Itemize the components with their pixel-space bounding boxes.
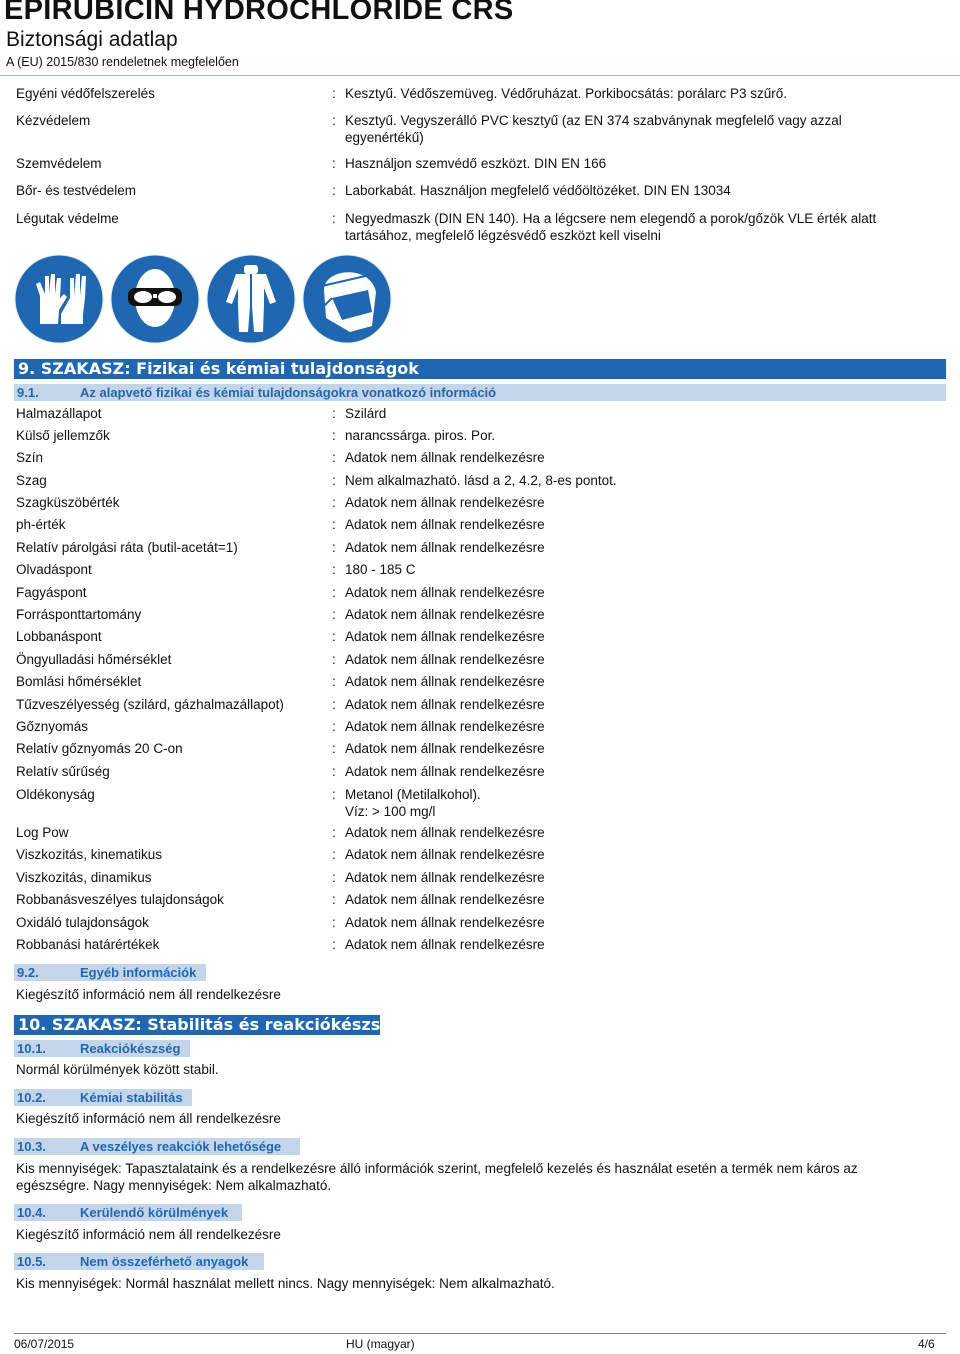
property-value: Adatok nem állnak rendelkezésre xyxy=(345,719,545,734)
colon: : xyxy=(332,937,336,952)
solubility-line-1: Metanol (Metilalkohol). xyxy=(345,787,481,802)
property-label: Relatív gőznyomás 20 C-on xyxy=(16,741,183,756)
property-value: 180 - 185 C xyxy=(345,562,416,577)
subsection-10-2 xyxy=(14,1089,192,1106)
subsection-10-1 xyxy=(14,1040,190,1057)
footer-language: HU (magyar) xyxy=(346,1337,415,1351)
property-value: Adatok nem állnak rendelkezésre xyxy=(345,495,545,510)
colon: : xyxy=(332,540,336,555)
property-value: Adatok nem állnak rendelkezésre xyxy=(345,915,545,930)
document-subtitle: Biztonsági adatlap xyxy=(6,28,178,51)
property-value: Adatok nem állnak rendelkezésre xyxy=(345,629,545,644)
subsection-text: Kis mennyiségek: Tapasztalataink és a rendelkezésre álló információk szerint, megfelelő kezelés és használat esetén a termék nem káros az egészségre. Nagy mennyiségek: Nem alkalmazható. xyxy=(16,1161,858,1193)
goggles-icon xyxy=(110,254,200,344)
protection-label: Kézvédelem xyxy=(16,113,91,128)
protection-label: Szemvédelem xyxy=(16,156,102,171)
property-value: Nem alkalmazható. lásd a 2, 4.2, 8-es pontot. xyxy=(345,473,617,488)
colon: : xyxy=(332,652,336,667)
subsection-title: Egyéb információk xyxy=(80,965,197,980)
property-label: Olvadáspont xyxy=(16,562,92,577)
property-label: Robbanásveszélyes tulajdonságok xyxy=(16,892,224,907)
protection-value: Használjon szemvédő eszközt. DIN EN 166 xyxy=(345,156,607,171)
subsection-number: 9.1. xyxy=(17,385,39,400)
footer-date: 06/07/2015 xyxy=(14,1337,75,1351)
subsection-title: A veszélyes reakciók lehetősége xyxy=(80,1139,282,1154)
dust-mask-icon xyxy=(302,254,392,344)
property-label: Tűzveszélyesség (szilárd, gázhalmazállapot) xyxy=(16,697,284,712)
document-title: EPIRUBICIN HYDROCHLORIDE CRS xyxy=(4,0,514,26)
property-label: Külső jellemzők xyxy=(16,428,110,443)
property-label: Relatív párolgási ráta (butil-acetát=1) xyxy=(16,540,238,555)
subsection-number: 10.3. xyxy=(17,1139,46,1154)
property-label: Relatív sűrűség xyxy=(16,764,110,779)
subsection-text: Kiegészítő információ nem áll rendelkezésre xyxy=(16,1227,281,1242)
section-9-title: 9. SZAKASZ: Fizikai és kémiai tulajdonságok xyxy=(14,359,946,379)
subsection-title: Kémiai stabilitás xyxy=(80,1090,183,1105)
colon: : xyxy=(332,156,336,171)
colon: : xyxy=(332,674,336,689)
property-value: Adatok nem állnak rendelkezésre xyxy=(345,697,545,712)
colon: : xyxy=(332,562,336,577)
property-value: Adatok nem állnak rendelkezésre xyxy=(345,892,545,907)
colon: : xyxy=(332,892,336,907)
subsection-number: 10.4. xyxy=(17,1205,46,1220)
subsection-10-3 xyxy=(14,1138,300,1155)
property-value: Adatok nem állnak rendelkezésre xyxy=(345,847,545,862)
protective-suit-icon xyxy=(206,254,296,344)
subsection-10-5 xyxy=(14,1253,264,1270)
property-value: Adatok nem állnak rendelkezésre xyxy=(345,517,545,532)
colon: : xyxy=(332,719,336,734)
protection-label: Légutak védelme xyxy=(16,211,119,226)
property-label: Halmazállapot xyxy=(16,406,102,421)
property-label: Szagküszöbérték xyxy=(16,495,120,510)
subsection-9-1 xyxy=(14,384,946,401)
property-label: Oxidáló tulajdonságok xyxy=(16,915,149,930)
subsection-text: Normál körülmények között stabil. xyxy=(16,1062,219,1077)
property-value: Szilárd xyxy=(345,406,387,421)
property-label: Viszkozitás, dinamikus xyxy=(16,870,152,885)
section-10-title: 10. SZAKASZ: Stabilitás és reakciókészség xyxy=(14,1015,380,1035)
property-value: Adatok nem állnak rendelkezésre xyxy=(345,585,545,600)
colon: : xyxy=(332,473,336,488)
property-value: Adatok nem állnak rendelkezésre xyxy=(345,652,545,667)
subsection-text: Kiegészítő információ nem áll rendelkezésre xyxy=(16,987,281,1002)
subsection-text: Kis mennyiségek: Normál használat mellett nincs. Nagy mennyiségek: Nem alkalmazható. xyxy=(16,1276,555,1291)
colon: : xyxy=(332,764,336,779)
colon: : xyxy=(332,211,336,226)
property-value: Adatok nem állnak rendelkezésre xyxy=(345,937,545,952)
colon: : xyxy=(332,697,336,712)
colon: : xyxy=(332,406,336,421)
colon: : xyxy=(332,607,336,622)
protection-value: Kesztyű. Vegyszerálló PVC kesztyű (az EN 374 szabványnak megfelelő vagy azzal egyenértékű) xyxy=(345,113,842,145)
property-label: Szín xyxy=(16,450,44,465)
protection-label: Egyéni védőfelszerelés xyxy=(16,86,155,101)
colon: : xyxy=(332,787,336,802)
colon: : xyxy=(332,870,336,885)
colon: : xyxy=(332,450,336,465)
property-value: Adatok nem állnak rendelkezésre xyxy=(345,607,545,622)
footer-page-number: 4/6 xyxy=(918,1337,935,1351)
property-value: Adatok nem állnak rendelkezésre xyxy=(345,764,545,779)
property-label: ph-érték xyxy=(16,517,66,532)
subsection-text: Kiegészítő információ nem áll rendelkezésre xyxy=(16,1111,281,1126)
header-divider xyxy=(0,75,960,76)
property-label: Fagyáspont xyxy=(16,585,87,600)
subsection-number: 10.2. xyxy=(17,1090,46,1105)
property-value: Adatok nem állnak rendelkezésre xyxy=(345,540,545,555)
regulation-note: A (EU) 2015/830 rendeletnek megfelelően xyxy=(6,55,239,69)
property-value: Adatok nem állnak rendelkezésre xyxy=(345,825,545,840)
property-label: Szag xyxy=(16,473,47,488)
subsection-number: 10.1. xyxy=(17,1041,46,1056)
property-value: Adatok nem állnak rendelkezésre xyxy=(345,674,545,689)
property-label: Öngyulladási hőmérséklet xyxy=(16,652,172,667)
property-value: Adatok nem állnak rendelkezésre xyxy=(345,870,545,885)
property-label: Robbanási határértékek xyxy=(16,937,160,952)
protection-value: Negyedmaszk (DIN EN 140). Ha a légcsere nem elegendő a porok/gőzök VLE érték alatt tartásához, megfelelő légzésvédő eszközt kell viselni xyxy=(345,211,877,243)
property-label: Log Pow xyxy=(16,825,69,840)
colon: : xyxy=(332,847,336,862)
subsection-number: 10.5. xyxy=(17,1254,46,1269)
property-value: Adatok nem állnak rendelkezésre xyxy=(345,741,545,756)
subsection-number: 9.2. xyxy=(17,965,39,980)
colon: : xyxy=(332,825,336,840)
colon: : xyxy=(332,428,336,443)
subsection-title: Nem összeférhető anyagok xyxy=(80,1254,249,1269)
subsection-title: Az alapvető fizikai és kémiai tulajdonságokra vonatkozó információ xyxy=(80,385,497,400)
property-label: Gőznyomás xyxy=(16,719,89,734)
gloves-icon xyxy=(14,254,104,344)
subsection-title: Kerülendő körülmények xyxy=(80,1205,229,1220)
colon: : xyxy=(332,585,336,600)
solubility-line-2: Víz: > 100 mg/l xyxy=(345,804,436,819)
subsection-9-2 xyxy=(14,964,206,981)
colon: : xyxy=(332,113,336,128)
property-label: Oldékonyság xyxy=(16,787,95,802)
footer-divider xyxy=(14,1333,946,1334)
subsection-10-4 xyxy=(14,1204,242,1221)
property-label: Forrásponttartomány xyxy=(16,607,142,622)
property-label: Lobbanáspont xyxy=(16,629,102,644)
property-value xyxy=(345,786,935,820)
colon: : xyxy=(332,915,336,930)
property-label: Viszkozitás, kinematikus xyxy=(16,847,163,862)
subsection-title: Reakciókészség xyxy=(80,1041,181,1056)
colon: : xyxy=(332,86,336,101)
ppe-pictograms xyxy=(14,254,374,344)
protection-value: Kesztyű. Védőszemüveg. Védőruházat. Porkibocsátás: porálarc P3 szűrő. xyxy=(345,86,787,101)
property-value: narancssárga. piros. Por. xyxy=(345,428,496,443)
colon: : xyxy=(332,741,336,756)
colon: : xyxy=(332,495,336,510)
colon: : xyxy=(332,183,336,198)
protection-label: Bőr- és testvédelem xyxy=(16,183,137,198)
protection-value: Laborkabát. Használjon megfelelő védőöltözéket. DIN EN 13034 xyxy=(345,183,731,198)
colon: : xyxy=(332,517,336,532)
property-label: Bomlási hőmérséklet xyxy=(16,674,142,689)
property-value: Adatok nem állnak rendelkezésre xyxy=(345,450,545,465)
colon: : xyxy=(332,629,336,644)
